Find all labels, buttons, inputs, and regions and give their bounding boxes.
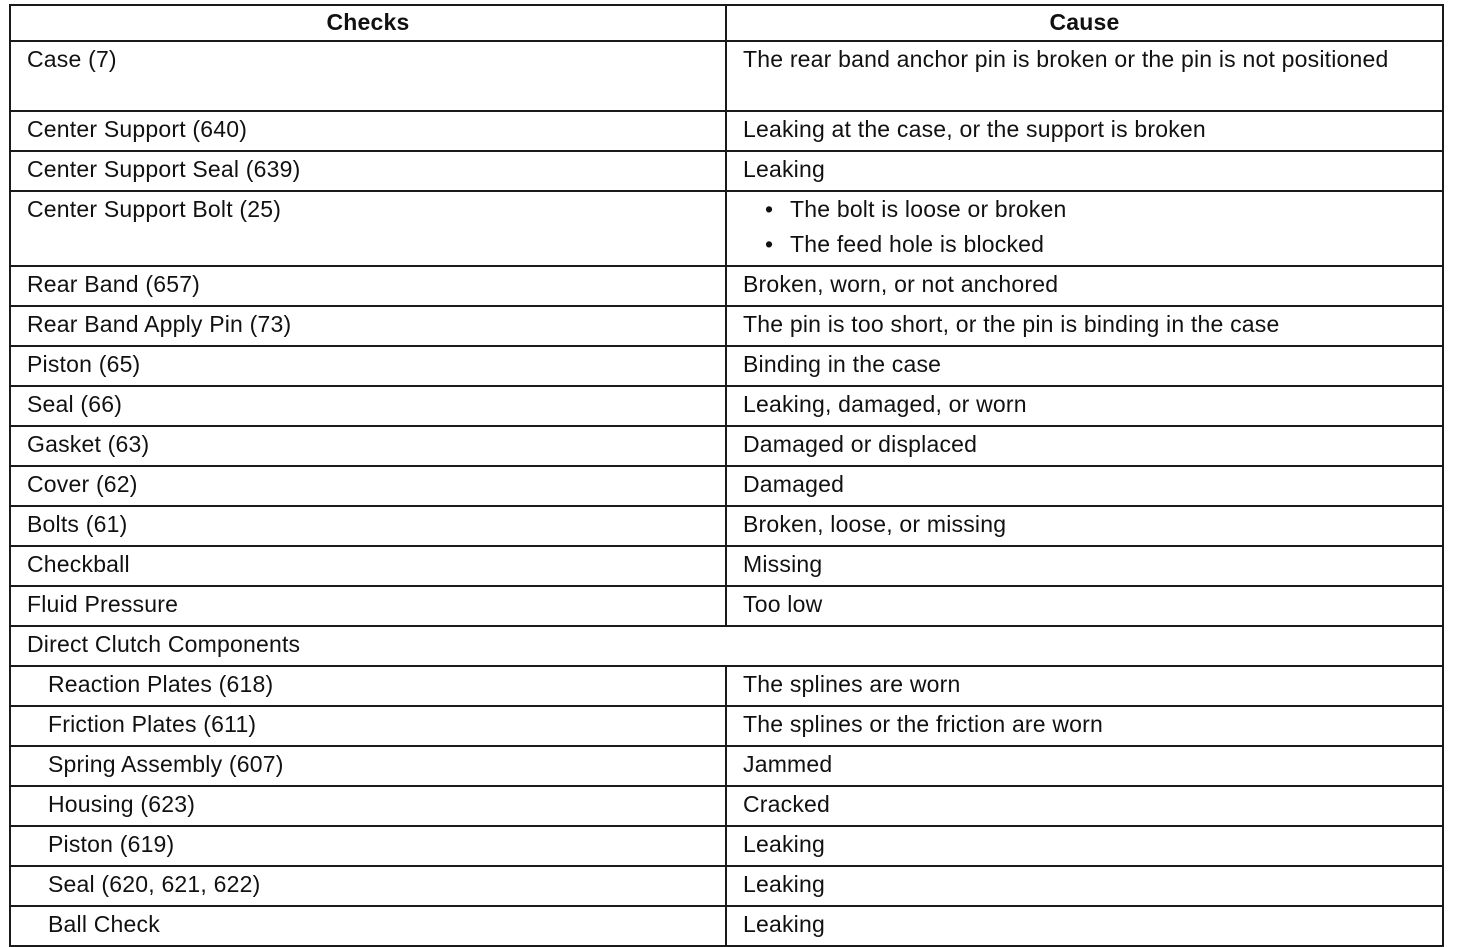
cause-cell: Too low — [726, 586, 1443, 626]
table-row — [10, 266, 1443, 306]
cause-cell: Binding in the case — [726, 346, 1443, 386]
cause-cell: The splines or the friction are worn — [726, 706, 1443, 746]
header-row — [10, 5, 1443, 41]
table-row — [10, 111, 1443, 151]
table-row — [10, 586, 1443, 626]
cause-bullet-list — [743, 195, 1426, 258]
check-cell: Piston (65) — [10, 346, 726, 386]
check-cell: Piston (619) — [10, 826, 726, 866]
cause-cell: Damaged or displaced — [726, 426, 1443, 466]
check-cell: Gasket (63) — [10, 426, 726, 466]
check-cell: Rear Band (657) — [10, 266, 726, 306]
check-cell: Spring Assembly (607) — [10, 746, 726, 786]
check-cell: Center Support Seal (639) — [10, 151, 726, 191]
check-cell: Center Support (640) — [10, 111, 726, 151]
cause-bullet-item — [760, 230, 1426, 258]
cause-cell: Broken, worn, or not anchored — [726, 266, 1443, 306]
check-cell: Reaction Plates (618) — [10, 666, 726, 706]
check-cell: Friction Plates (611) — [10, 706, 726, 746]
checks-header: Checks — [10, 5, 726, 41]
table-row — [10, 41, 1443, 111]
check-cell: Seal (66) — [10, 386, 726, 426]
bullet-icon: • — [765, 231, 774, 257]
table-row — [10, 191, 1443, 266]
cause-cell: Leaking, damaged, or worn — [726, 386, 1443, 426]
check-cell: Case (7) — [10, 41, 726, 111]
table-row — [10, 426, 1443, 466]
cause-cell: Missing — [726, 546, 1443, 586]
group-header-row — [10, 626, 1443, 666]
check-cell: Rear Band Apply Pin (73) — [10, 306, 726, 346]
cause-cell: The rear band anchor pin is broken or the pin is not positioned — [726, 41, 1443, 111]
cause-cell: Leaking — [726, 151, 1443, 191]
cause-cell: Leaking at the case, or the support is broken — [726, 111, 1443, 151]
check-cell: Ball Check — [10, 906, 726, 946]
cause-cell: Jammed — [726, 746, 1443, 786]
check-cell: Housing (623) — [10, 786, 726, 826]
cause-bullet-text: The bolt is loose or broken — [790, 196, 1067, 222]
cause-bullet-text: The feed hole is blocked — [790, 231, 1045, 257]
table-row — [10, 826, 1443, 866]
cause-cell: Damaged — [726, 466, 1443, 506]
table-row — [10, 786, 1443, 826]
table-row — [10, 306, 1443, 346]
table-row — [10, 706, 1443, 746]
cause-cell — [726, 191, 1443, 266]
cause-cell: Leaking — [726, 906, 1443, 946]
table-row — [10, 666, 1443, 706]
check-cell: Checkball — [10, 546, 726, 586]
check-cell: Seal (620, 621, 622) — [10, 866, 726, 906]
group-title: Direct Clutch Components — [10, 626, 1443, 666]
cause-bullet-item — [760, 195, 1426, 223]
bullet-icon: • — [765, 196, 774, 222]
check-cell: Center Support Bolt (25) — [10, 191, 726, 266]
cause-header: Cause — [726, 5, 1443, 41]
cause-cell: The pin is too short, or the pin is binding in the case — [726, 306, 1443, 346]
cause-cell: Leaking — [726, 866, 1443, 906]
check-cell: Bolts (61) — [10, 506, 726, 546]
cause-cell: The splines are worn — [726, 666, 1443, 706]
table-row — [10, 746, 1443, 786]
cause-cell: Leaking — [726, 826, 1443, 866]
table-row — [10, 346, 1443, 386]
table-row — [10, 466, 1443, 506]
cause-cell: Broken, loose, or missing — [726, 506, 1443, 546]
table-row — [10, 151, 1443, 191]
cause-cell: Cracked — [726, 786, 1443, 826]
check-cell: Fluid Pressure — [10, 586, 726, 626]
diagnosis-table — [9, 4, 1444, 947]
check-cell: Cover (62) — [10, 466, 726, 506]
table-row — [10, 506, 1443, 546]
table-row — [10, 906, 1443, 946]
table-row — [10, 866, 1443, 906]
table-row — [10, 386, 1443, 426]
table-row — [10, 546, 1443, 586]
